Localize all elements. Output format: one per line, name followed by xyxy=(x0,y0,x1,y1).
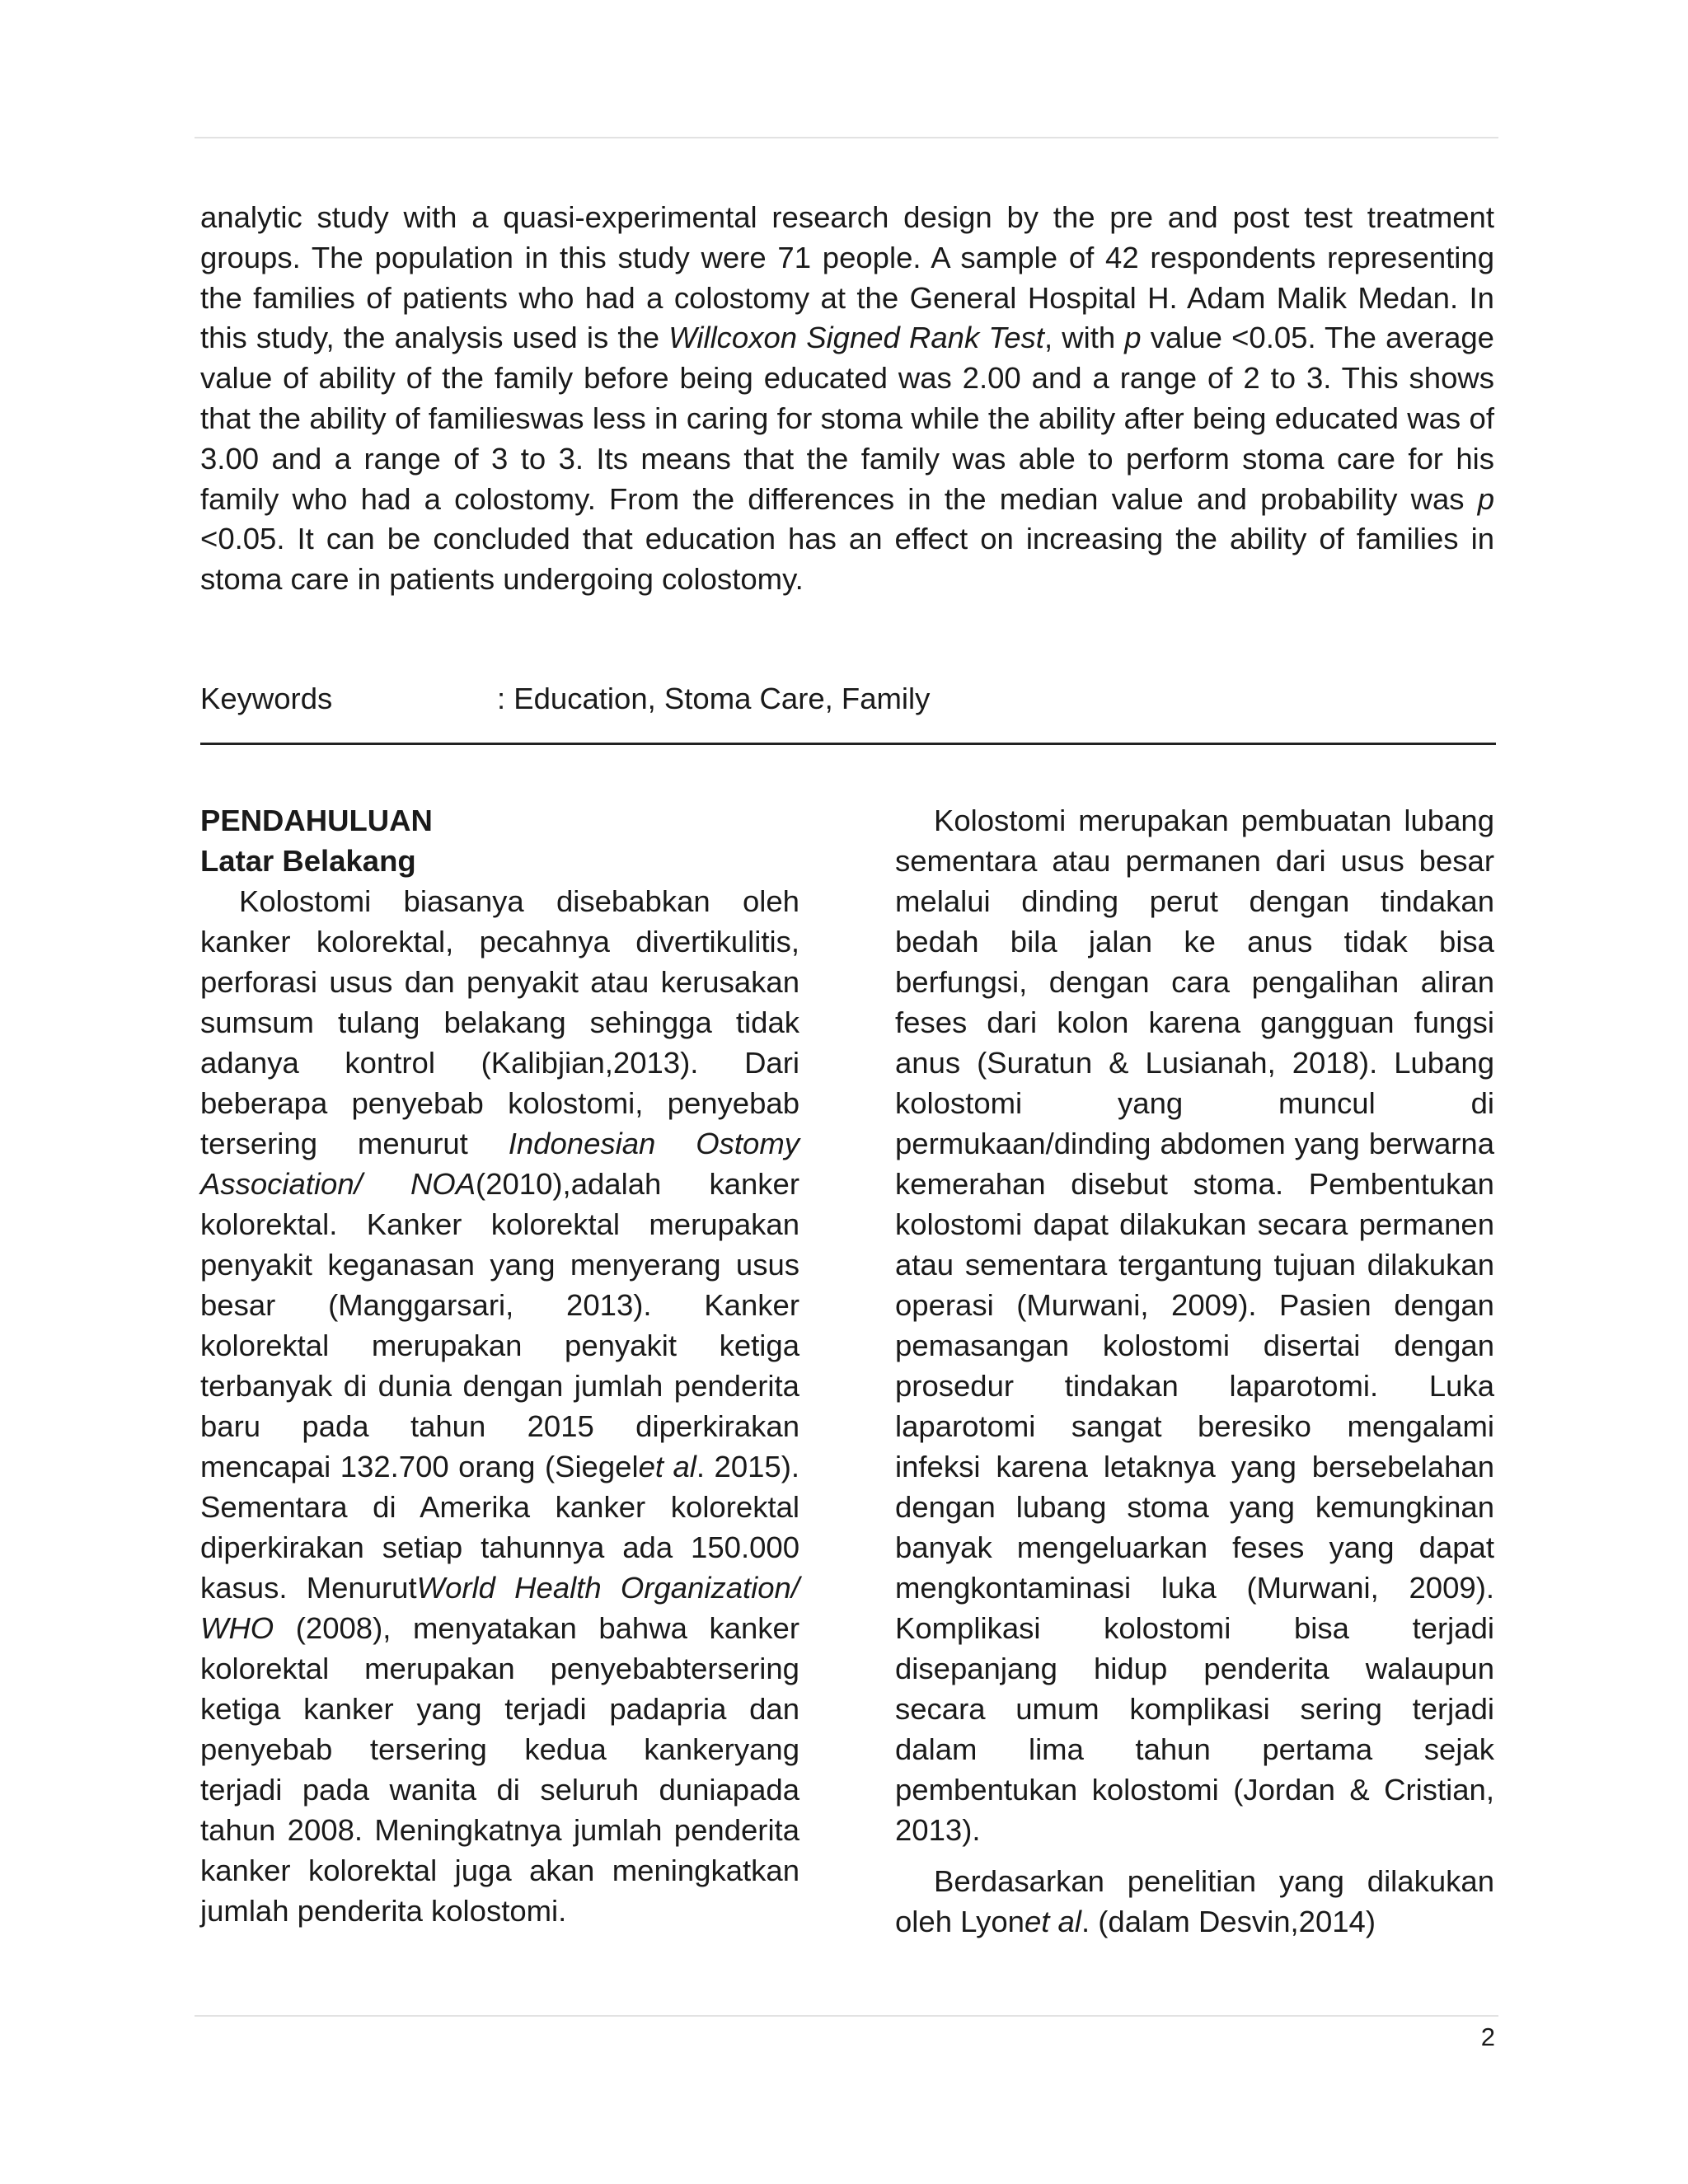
intro-paragraph-1: Kolostomi biasanya disebabkan oleh kanker kolorektal, pecahnya divertikulitis, perforasi usus dan penyakit atau kerusakan sumsum tulang belakang sehingga tidak adanya kontrol (Kalibjian,2013). Dari beberapa penyebab kolostomi, penyebab tersering menurut Indonesian Ostomy Association/ NOA(2010),adalah kanker kolorektal. Kanker kolorektal merupakan penyakit keganasan yang menyerang usus besar (Manggarsari, 2013). Kanker kolorektal merupakan penyakit ketiga terbanyak di dunia dengan jumlah penderita baru pada tahun 2015 diperkirakan mencapai 132.700 orang (Siegelet al. 2015). Sementara di Amerika kanker kolorektal diperkirakan setiap tahunnya ada 150.000 kasus. MenurutWorld Health Organization/ WHO (2008), menyatakan bahwa kanker kolorektal merupakan penyebabtersering ketiga kanker yang terjadi padapria dan penyebab tersering kedua kankeryang terjadi pada wanita di seluruh duniapada tahun 2008. Meningkatnya jumlah penderita kanker kolorektal juga akan meningkatkan jumlah penderita kolostomi. xyxy=(200,884,800,1928)
header-rule xyxy=(195,137,1498,138)
abstract-paragraph: analytic study with a quasi-experimental research design by the pre and post test treatment groups. The population in this study were 71 people. A sample of 42 respondents representing the families of patients who had a colostomy at the General Hospital H. Adam Malik Medan. In this study, the analysis used is the Willcoxon Signed Rank Test, with p value <0.05. The average value of ability of the family before being educated was 2.00 and a range of 2 to 3. This shows that the ability of familieswas less in caring for stoma while the ability after being educated was of 3.00 and a range of 3 to 3. Its means that the family was able to perform stoma care for his family who had a colostomy. From the differences in the median value and probability was p <0.05. It can be concluded that education has an effect on increasing the ability of families in stoma care in patients undergoing colostomy. xyxy=(200,200,1494,597)
subsection-title: Latar Belakang xyxy=(200,844,416,878)
intro-paragraph-3: Berdasarkan penelitian yang dilakukan oleh Lyonet al. (dalam Desvin,2014) xyxy=(895,1864,1494,1938)
keywords-label: Keywords xyxy=(200,682,333,715)
page-number: 2 xyxy=(1480,2022,1495,2051)
left-column xyxy=(200,800,799,1931)
intro-paragraph-2: Kolostomi merupakan pembuatan lubang sementara atau permanen dari usus besar melalui dinding perut dengan tindakan bedah bila jalan ke anus tidak bisa berfungsi, dengan cara pengalihan aliran feses dari kolon karena gangguan fungsi anus (Suratun & Lusianah, 2018). Lubang kolostomi yang muncul di permukaan/dinding abdomen yang berwarna kemerahan disebut stoma. Pembentukan kolostomi dapat dilakukan secara permanen atau sementara tergantung tujuan dilakukan operasi (Murwani, 2009). Pasien dengan pemasangan kolostomi disertai dengan prosedur tindakan laparotomi. Luka laparotomi sangat beresiko mengalami infeksi karena letaknya yang bersebelahan dengan lubang stoma yang kemungkinan banyak mengeluarkan feses yang dapat mengkontaminasi luka (Murwani, 2009). Komplikasi kolostomi bisa terjadi disepanjang hidup penderita walaupun secara umum komplikasi sering terjadi dalam lima tahun pertama sejak pembentukan kolostomi (Jordan & Cristian, 2013). xyxy=(895,804,1494,1847)
right-column xyxy=(895,800,1494,1942)
footer-rule xyxy=(195,2015,1498,2017)
keywords-value: : Education, Stoma Care, Family xyxy=(497,682,931,715)
section-separator xyxy=(200,743,1496,745)
section-title: PENDAHULUAN xyxy=(200,804,433,837)
